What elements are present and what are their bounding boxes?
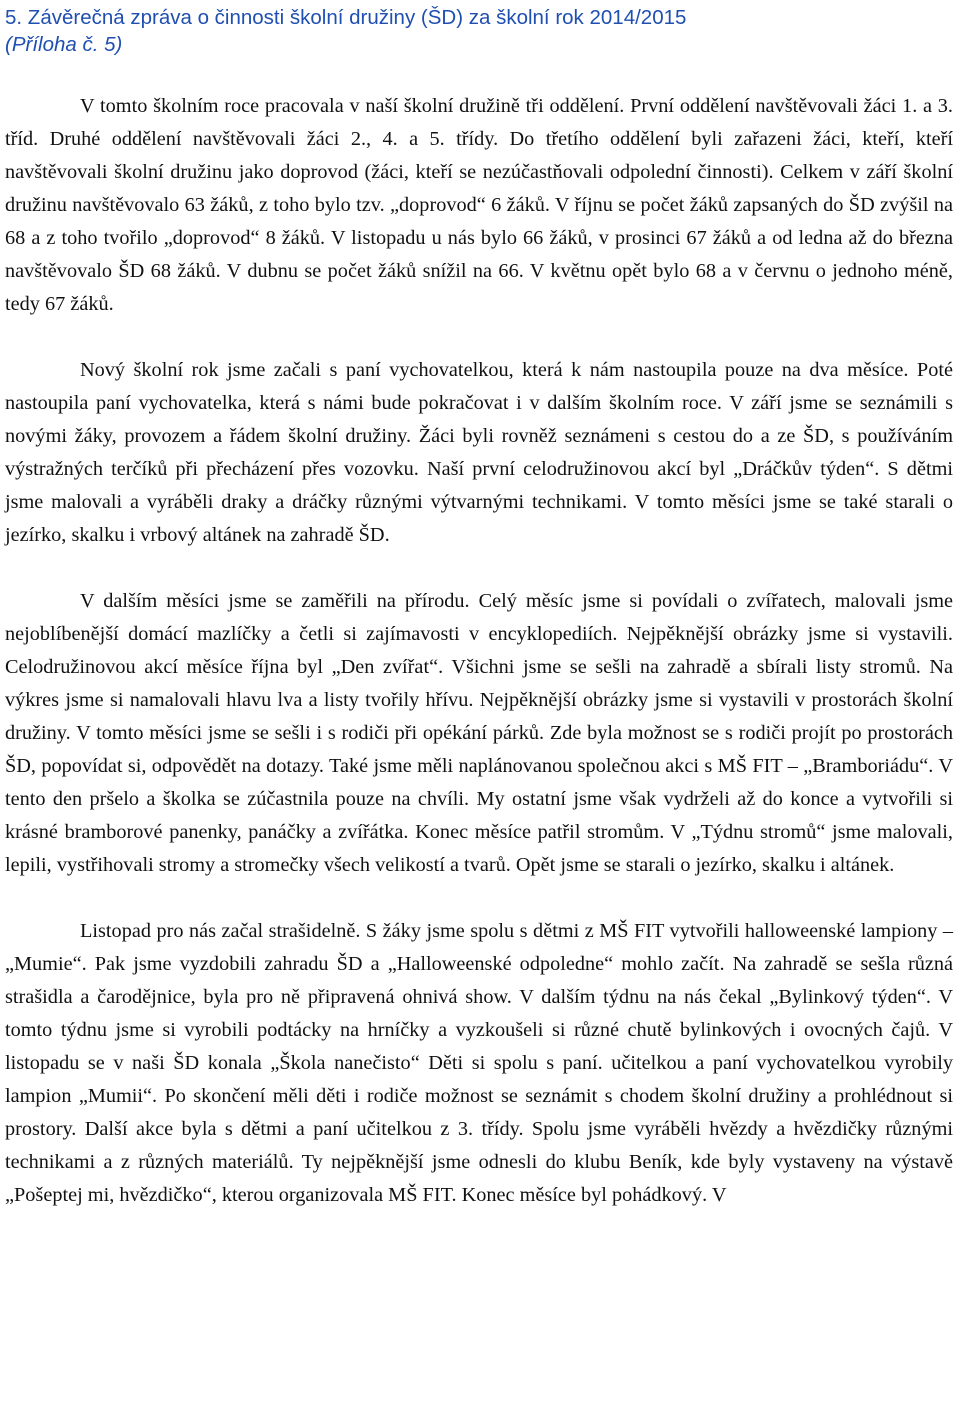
appendix-reference: (Příloha č. 5) xyxy=(5,33,123,56)
section-title: 5. Závěrečná zpráva o činnosti školní družiny (ŠD) za školní rok 2014/2015 xyxy=(5,6,687,29)
paragraph-october: V dalším měsíci jsme se zaměřili na přírodu. Celý měsíc jsme si povídali o zvířatech, malovali jsme nejoblíbenější domácí mazlíčky a četli si zajímavosti v encyklopediích. Nejpěknější obrázky jsme si vystavili. Celodružinovou akcí měsíce října byl „Den zvířat“. Všichni jsme se sešli na zahradě a sbírali listy stromů. Na výkres jsme si namalovali hlavu lva a listy tvořily hřívu. Nejpěknější obrázky jsme si vystavili v prostorách školní družiny. V tomto měsíci jsme se sešli i s rodiči při opékání párků. Zde byla možnost se s rodiči projít po prostorách ŠD, popovídat si, odpovědět na dotazy. Také jsme měli naplánovanou společnou akci s MŠ FIT – „Bramboriádu“. V tento den pršelo a školka se zúčastnila pouze na chvíli. My ostatní jsme však vydrželi až do konce a vytvořili si krásné bramborové panenky, panáčky a zvířátka. Konec měsíce patřil stromům. V „Týdnu stromů“ jsme malovali, lepili, vystřihovali stromy a stromečky všech velikostí a tvarů. Opět jsme se starali o jezírko, skalku i altánek. xyxy=(5,590,953,876)
paragraph-november: Listopad pro nás začal strašidelně. S žáky jsme spolu s dětmi z MŠ FIT vytvořili halloweenské lampiony – „Mumie“. Pak jsme vyzdobili zahradu ŠD a „Halloweenské odpoledne“ mohlo začít. Na zahradě se sešla různá strašidla a čarodějnice, byla pro ně připravená ohnivá show. V dalším týdnu na nás čekal „Bylinkový týden“. V tomto týdnu jsme si vyrobili podtácky na hrníčky a vyzkoušeli si různé chutě bylinkových i ovocných čajů. V listopadu se v naši ŠD konala „Škola nanečisto“ Děti si spolu s paní. učitelkou a paní vychovatelkou vyrobily lampion „Mumii“. Po skončení měli děti i rodiče možnost se seznámit s chodem školní družiny a prohlédnout si prostory. Další akce byla s dětmi a paní učitelkou z 3. třídy. Spolu jsme vyráběli hvězdy a hvězdičky různými technikami a z různých materiálů. Ty nejpěknější jsme odnesli do klubu Beník, kde byly vystaveny na výstavě „Pošeptej mi, hvězdičko“, kterou organizovala MŠ FIT. Konec měsíce byl pohádkový. V xyxy=(5,920,953,1206)
section-heading xyxy=(5,4,945,58)
report-body xyxy=(5,90,953,1212)
paragraph-enrollment: V tomto školním roce pracovala v naší školní družině tři oddělení. První oddělení navštěvovali žáci 1. a 3. tříd. Druhé oddělení navštěvovali žáci 2., 4. a 5. třídy. Do třetího oddělení byli zařazeni žáci, kteří, kteří navštěvovali školní družinu jako doprovod (žáci, kteří se nezúčastňovali odpolední činnosti). Celkem v září školní družinu navštěvovalo 63 žáků, z toho bylo tzv. „doprovod“ 6 žáků. V říjnu se počet žáků zapsaných do ŠD zvýšil na 68 a z toho tvořilo „doprovod“ 8 žáků. V listopadu u nás bylo 66 žáků, v prosinci 67 žáků a od ledna až do března navštěvovalo ŠD 68 žáků. V dubnu se počet žáků snížil na 66. V květnu opět bylo 68 a v červnu o jednoho méně, tedy 67 žáků. xyxy=(5,95,953,315)
paragraph-september: Nový školní rok jsme začali s paní vychovatelkou, která k nám nastoupila pouze na dva měsíce. Poté nastoupila paní vychovatelka, která s námi bude pokračovat i v dalším školním roce. V září jsme se seznámili s novými žáky, provozem a řádem školní družiny. Žáci byli rovněž seznámeni s cestou do a ze ŠD, s používáním výstražných terčíků při přecházení přes vozovku. Naší první celodružinovou akcí byl „Dráčkův týden“. S dětmi jsme malovali a vyráběli draky a dráčky různými výtvarnými technikami. V tomto měsíci jsme se také starali o jezírko, skalku i vrbový altánek na zahradě ŠD. xyxy=(5,359,953,546)
